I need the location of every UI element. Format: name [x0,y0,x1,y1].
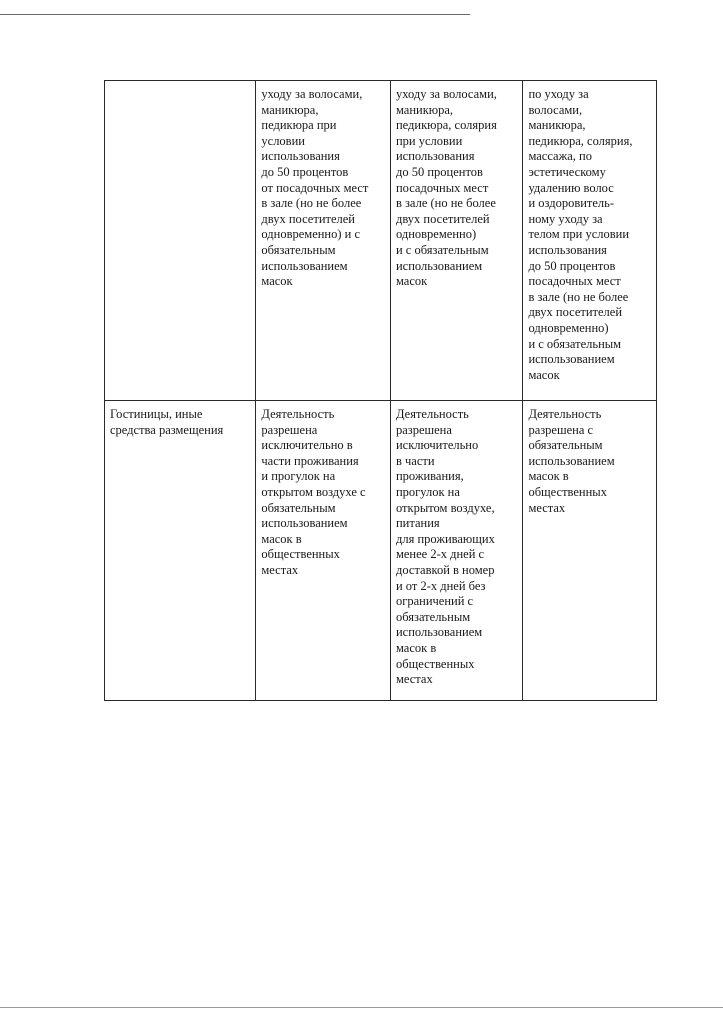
cell-text-line: одновременно) [395,227,477,242]
cell-text-line: использованием [261,516,348,531]
cell-text-line: использованием [261,258,348,273]
cell-text-line: обязательным [395,609,471,624]
cell-text-line: общественных [528,484,607,499]
cell-text-line: местах [528,500,566,515]
cell-text-line: менее 2-х дней с [395,547,485,562]
cell-text-line: ному уходу за [528,211,603,226]
cell-text-line: по уходу за [528,87,589,101]
cell-text-line: разрешена [261,422,318,437]
cell-text-line: при условии [395,133,463,148]
cell-text-line: одновременно) и с [261,227,361,242]
cell-text-line: обязательным [261,500,336,515]
cell-text-line: масок в [395,640,437,655]
cell-text-line: в зале (но не более [528,289,629,304]
cell-text-line: в зале (но не более [395,196,496,211]
cell-text-line: и прогулок на [261,469,336,484]
cell-text-line: разрешена [395,422,452,437]
cell-text-line: уходу за волосами, [261,87,363,101]
cell-text-line: маникюра, [395,102,454,117]
cell-text-line: обязательным [261,242,336,257]
cell-text-line: средства размещения [110,422,224,437]
cell-text-line: до 50 процентов [395,164,483,179]
cell-text-line: волосами, [528,102,583,117]
rule-cell-1 [256,401,391,701]
cell-text-line: использованием [528,352,615,367]
cell-text-line: и с обязательным [528,336,622,351]
cell-text-line: масок [395,274,428,289]
cell-text-line: использованием [395,625,483,640]
cell-text-line: и с обязательным [395,242,489,257]
cell-text-line: исключительно [395,438,479,453]
cell-text-line: общественных [261,547,340,562]
cell-text-line: Деятельность [528,407,602,421]
cell-text-line: использованием [395,258,483,273]
category-cell [105,81,256,401]
header-rule [0,14,470,15]
cell-text-line: исключительно в [261,438,353,453]
cell-text-line: ограничений с [395,594,474,609]
cell-text-line: прогулок на [395,484,460,499]
cell-text-line: масок [261,274,293,289]
cell-text-line: общественных [395,656,475,671]
table-row [105,81,657,401]
cell-text-line: до 50 процентов [261,164,349,179]
cell-text-line: для проживающих [395,531,495,546]
cell-text-line: уходу за волосами, [395,87,497,101]
rule-cell-2 [390,401,522,701]
footer-rule [0,1007,723,1008]
cell-text-line: использования [261,149,340,164]
cell-text-line: эстетическому [528,164,606,179]
cell-text-line: двух посетителей [395,211,490,226]
cell-text-line: одновременно) [528,320,609,335]
cell-text-line: использования [528,242,607,257]
cell-text-line: телом при условии [528,227,630,242]
cell-text-line: местах [395,672,433,687]
cell-text-line: открытом воздухе, [395,500,495,515]
cell-text-line: местах [261,562,299,577]
cell-text-line: обязательным [528,438,603,453]
cell-text-line: масок в [261,531,302,546]
cell-text-line: удалению волос [528,180,614,195]
rule-cell-3 [523,401,657,701]
cell-text-line: Деятельность [261,407,335,421]
cell-text-line: двух посетителей [261,211,355,226]
rule-cell-1 [256,81,391,401]
cell-text-line: в зале (но не более [261,196,362,211]
cell-text-line: маникюра, [261,102,319,117]
cell-text-line: педикюра, солярия, [528,133,633,148]
cell-text-line: открытом воздухе с [261,484,366,499]
cell-text-line: части проживания [261,453,359,468]
cell-text-line: маникюра, [528,118,586,133]
cell-text-line: и оздоровитель- [528,196,615,211]
cell-text-line: Гостиницы, иные [110,407,203,421]
table-body [105,81,657,701]
cell-text-line: от посадочных мест [261,180,369,195]
cell-text-line: разрешена с [528,422,594,437]
cell-text-line: питания [395,516,440,531]
cell-text-line: Деятельность [395,407,469,421]
cell-text-line: в части [395,453,435,468]
cell-text-line: доставкой в номер [395,562,495,577]
cell-text-line: до 50 процентов [528,258,616,273]
table-row [105,401,657,701]
cell-text-line: масок в [528,469,569,484]
rule-cell-3 [523,81,657,401]
cell-text-line: массажа, по [528,149,592,164]
cell-text-line: двух посетителей [528,305,623,320]
cell-text-line: масок [528,367,560,382]
cell-text-line: посадочных мест [528,274,621,289]
cell-text-line: педикюра, солярия [395,118,497,133]
cell-text-line: и от 2-х дней без [395,578,486,593]
cell-text-line: использованием [528,453,615,468]
regulation-table [104,80,657,701]
cell-text-line: проживания, [395,469,464,484]
cell-text-line: условии [261,133,305,148]
category-cell [105,401,256,701]
cell-text-line: использования [395,149,475,164]
cell-text-line: посадочных мест [395,180,489,195]
cell-text-line: педикюра при [261,118,337,133]
rule-cell-2 [390,81,522,401]
